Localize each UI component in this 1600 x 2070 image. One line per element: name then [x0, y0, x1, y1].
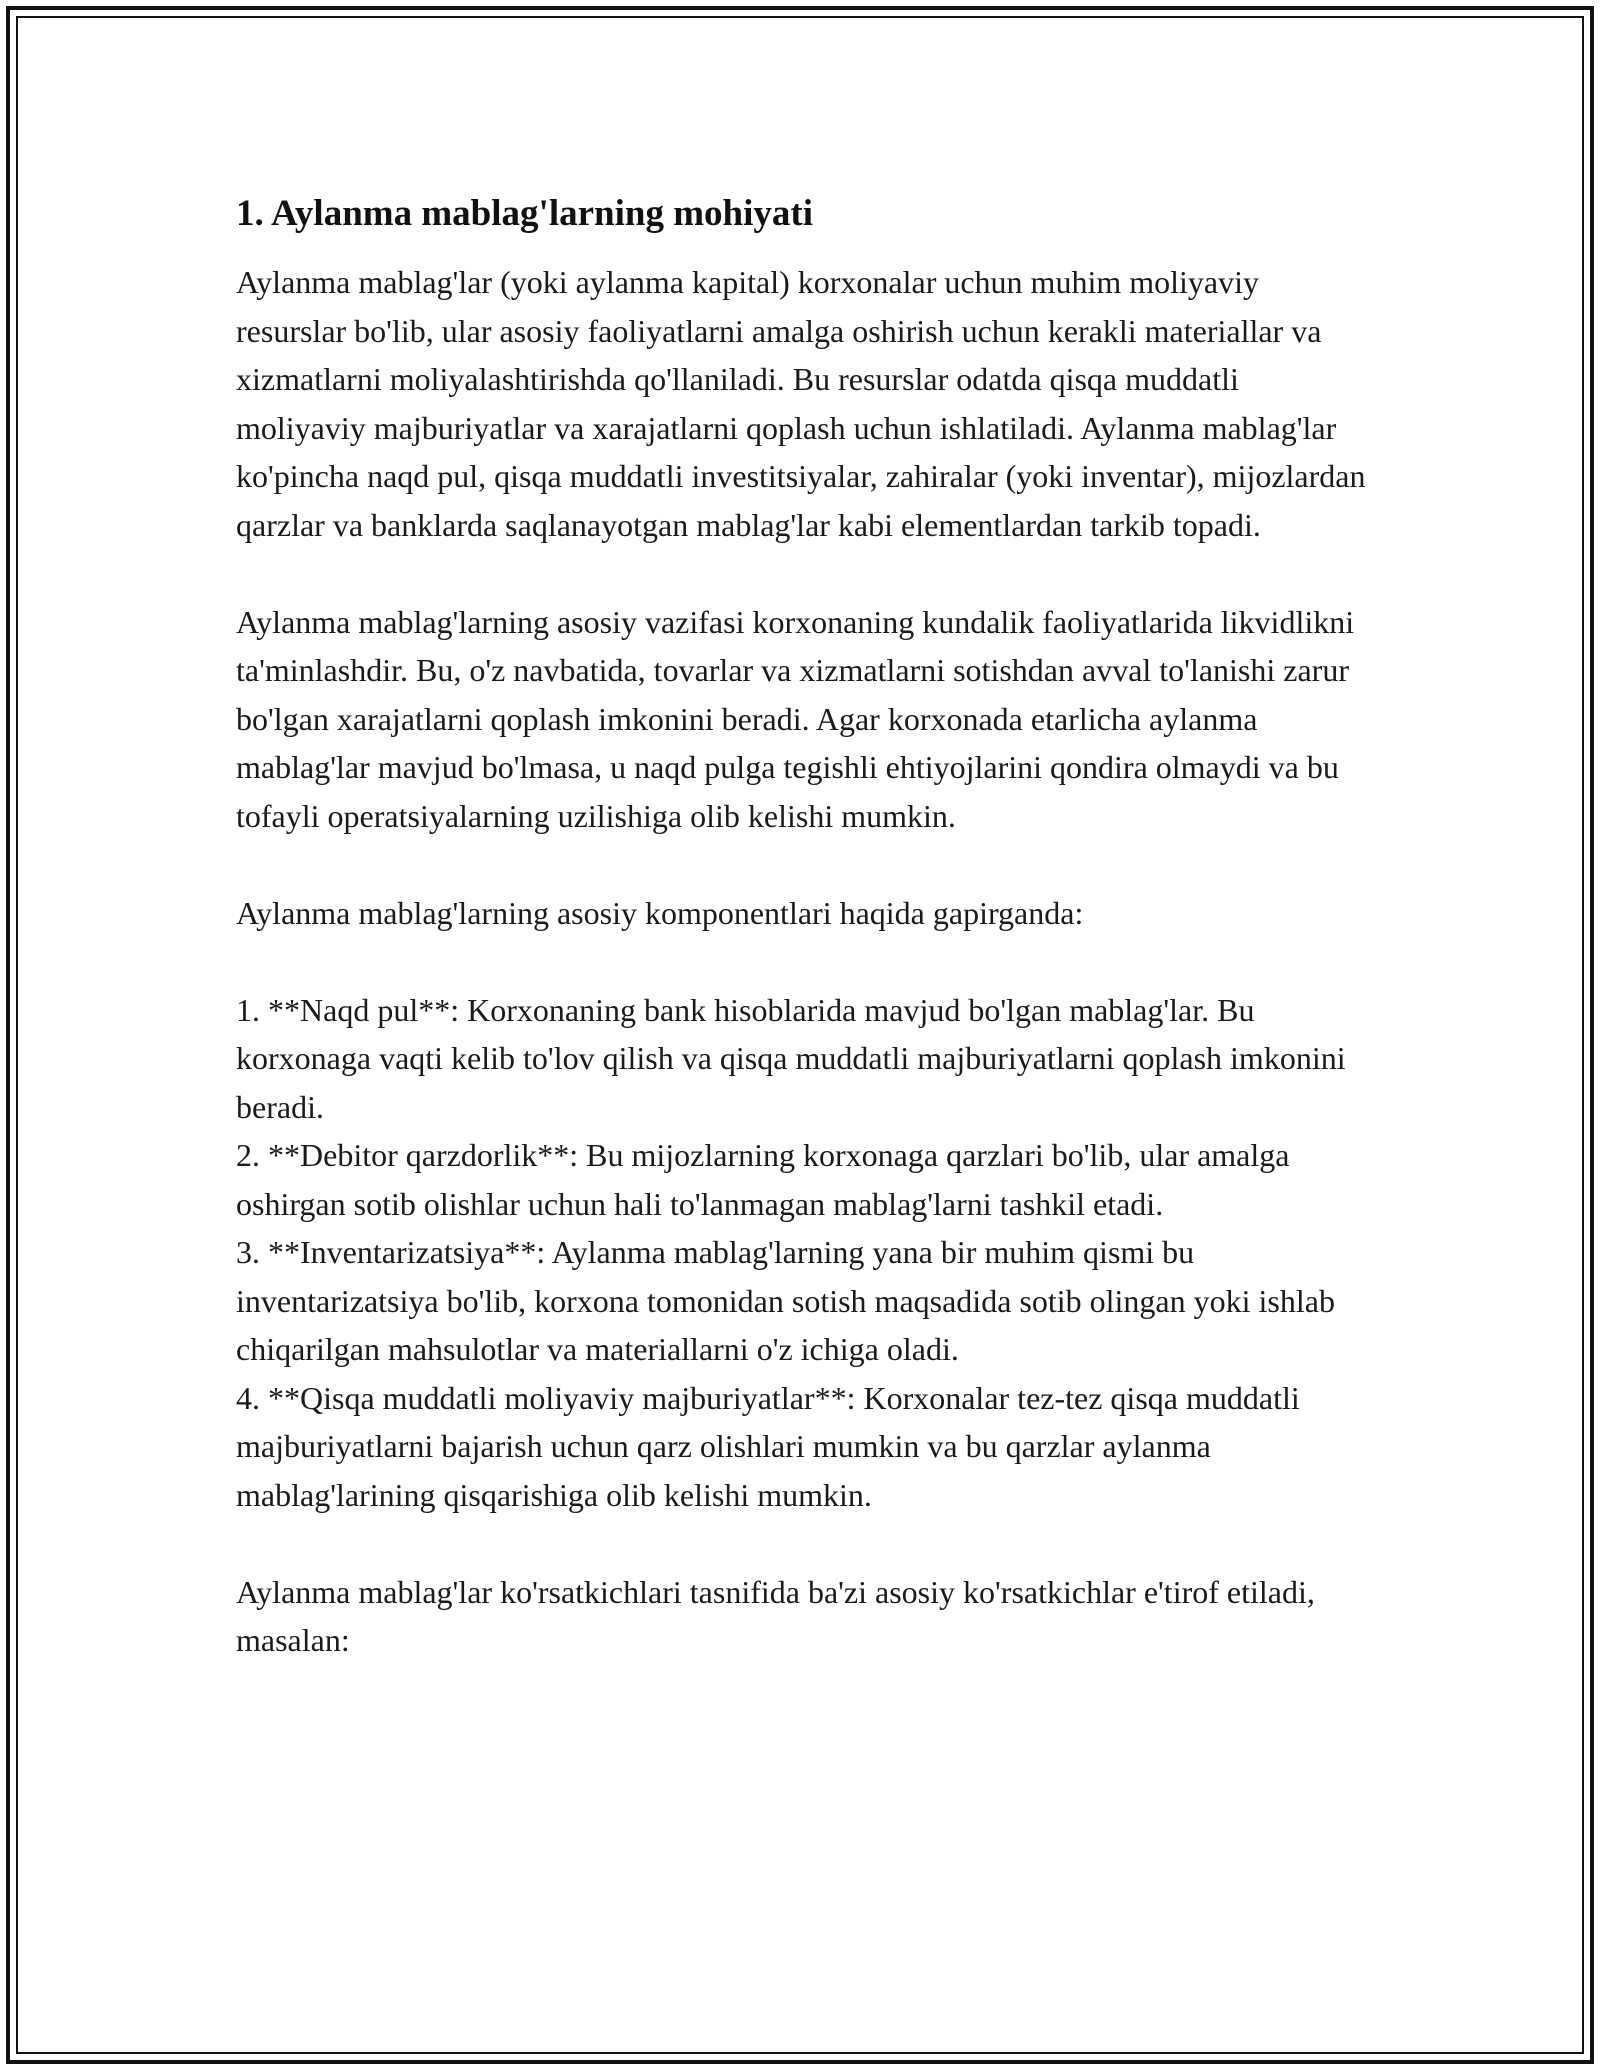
paragraph-definition: Aylanma mablag'lar (yoki aylanma kapital) korxonalar uchun muhim moliyaviy resurslar bo'lib, ular asosiy faoliyatlarni amalga oshirish uchun kerakli materiallar va xizmatlarni moliyalashtirishda qo'llaniladi. Bu resurslar odatda qisqa muddatli moliyaviy majburiyatlar va xarajatlarni qoplash uchun ishlatiladi. Aylanma mablag'lar ko'pincha naqd pul, qisqa muddatli investitsiyalar, zahiralar (yoki inventar), mijozlardan qarzlar va banklarda saqlanayotgan mablag'lar kabi elementlardan tarkib topadi.: [236, 264, 1374, 543]
list-item-debitor-qarzdorlik: 2. **Debitor qarzdorlik**: Bu mijozlarning korxonaga qarzlari bo'lib, ular amalga oshirgan sotib olishlar uchun hali to'lanmagan mablag'larni tashkil etadi.: [236, 1137, 1290, 1222]
list-item-qisqa-muddatli-majburiyatlar: 4. **Qisqa muddatli moliyaviy majburiyatlar**: Korxonalar tez-tez qisqa muddatli majburiyatlarni bajarish uchun qarz olishlari mumkin va bu qarzlar aylanma mablag'larining qisqarishiga olib kelishi mumkin.: [236, 1379, 1300, 1513]
document-body: [236, 186, 1376, 1713]
paragraph-components-intro: Aylanma mablag'larning asosiy komponentlari haqida gapirganda:: [236, 894, 1084, 931]
paragraph-closing: Aylanma mablag'lar ko'rsatkichlari tasnifida ba'zi asosiy ko'rsatkichlar e'tirof etiladi, masalan:: [236, 1573, 1323, 1658]
paragraph-function: Aylanma mablag'larning asosiy vazifasi korxonaning kundalik faoliyatlarida likvidlikni ta'minlashdir. Bu, o'z navbatida, tovarlar va xizmatlarni sotishdan avval to'lanishi zarur bo'lgan xarajatlarni qoplash imkonini beradi. Agar korxonada etarlicha aylanma mablag'lar mavjud bo'lmasa, u naqd pulga tegishli ehtiyojlarini qondira olmaydi va bu tofayli operatsiyalarning uzilishiga olib kelishi mumkin.: [236, 603, 1363, 834]
list-item-inventarizatsiya: 3. **Inventarizatsiya**: Aylanma mablag'larning yana bir muhim qismi bu inventarizatsiya bo'lib, korxona tomonidan sotish maqsadida sotib olingan yoki ishlab chiqarilgan mahsulotlar va materiallarni o'z ichiga oladi.: [236, 1234, 1335, 1367]
section-title: 1. Aylanma mablag'larning mohiyati: [236, 193, 813, 234]
components-list: [236, 986, 1376, 1520]
list-item-naqd-pul: 1. **Naqd pul**: Korxonaning bank hisoblarida mavjud bo'lgan mablag'lar. Bu korxonaga vaqti kelib to'lov qilish va qisqa muddatli majburiyatlarni qoplash imkonini beradi.: [236, 991, 1346, 1125]
